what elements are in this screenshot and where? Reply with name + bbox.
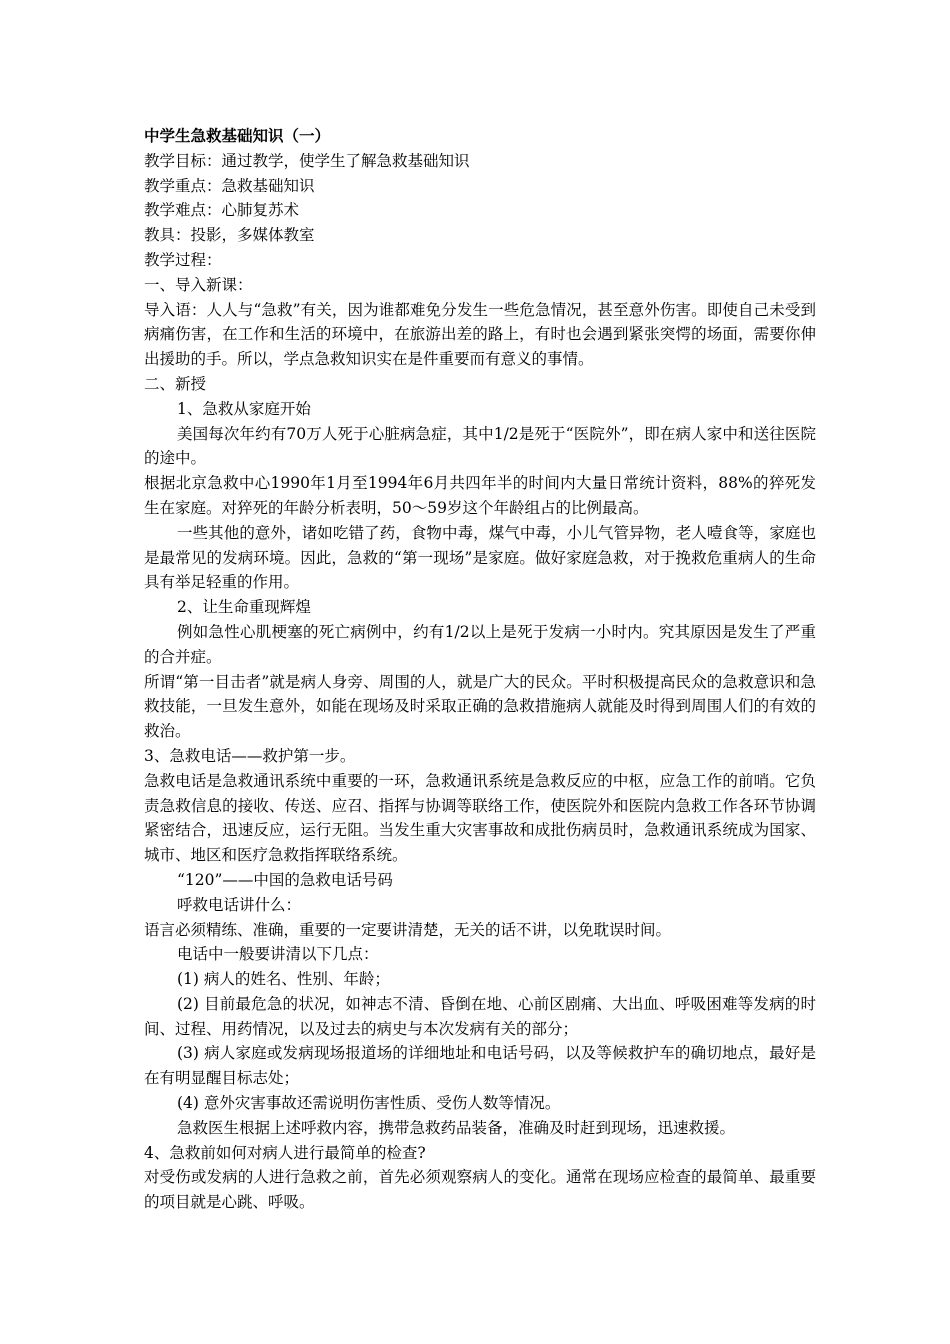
teaching-focus: 教学重点：急救基础知识 <box>144 176 315 195</box>
teaching-tools: 教具：投影，多媒体教室 <box>144 226 315 245</box>
subsection-1-heading: 1、急救从家庭开始 <box>177 399 311 418</box>
call-language-note: 语言必须精练、准确，重要的一定要讲清楚，无关的话不讲，以免耽误时间。 <box>144 920 672 939</box>
document-page <box>144 124 816 1215</box>
teaching-goal: 教学目标：通过教学，使学生了解急救基础知识 <box>144 151 470 170</box>
subsection-2-paragraph-2: 所谓“第一目击者”就是病人身旁、周围的人，就是广大的民众。平时积极提高民众的急救意识和急救技能，一旦发生意外，如能在现场及时采取正确的急救措施病人就能及时得到周围人们的有效的救治。 <box>144 672 816 741</box>
subsection-2-heading: 2、让生命重现辉煌 <box>177 598 311 617</box>
subsection-1-paragraph-1: 美国每次年约有70万人死于心脏病急症，其中1/2是死于“医院外”，即在病人家中和送往医院的途中。 <box>144 424 816 468</box>
subsection-3-paragraph-1: 急救电话是急救通讯系统中重要的一环，急救通讯系统是急救反应的中枢，应急工作的前哨。它负责急救信息的接收、传送、应召、指挥与协调等联络工作，使医院外和医院内急救工作各环节协调紧密结合，迅速反应，运行无阻。当发生重大灾害事故和成批伤病员时，急救通讯系统成为国家、城市、地区和医疗急救指挥联络系统。 <box>144 771 816 865</box>
emergency-hotline: “120”——中国的急救电话号码 <box>177 870 393 889</box>
call-point-3: (3) 病人家庭或发病现场报道场的详细地址和电话号码，以及等候救护车的确切地点，最好是在有明显醒目标志处； <box>144 1044 816 1088</box>
section-1-intro: 导入语：人人与“急救”有关，因为谁都难免分发生一些危急情况，甚至意外伤害。即使自己未受到病痛伤害，在工作和生活的环境中，在旅游出差的路上，有时也会遇到紧张突愕的场面，需要你伸出援助的手。所以，学点急救知识实在是件重要而有意义的事情。 <box>144 300 816 369</box>
call-closing: 急救医生根据上述呼救内容，携带急救药品装备，准确及时赶到现场，迅速救援。 <box>177 1118 736 1137</box>
teaching-process: 教学过程： <box>144 250 222 269</box>
subsection-2-paragraph-1: 例如急性心肌梗塞的死亡病例中，约有1/2以上是死于发病一小时内。究其原因是发生了严重的合并症。 <box>144 622 816 666</box>
call-points-intro: 电话中一般要讲清以下几点： <box>177 945 379 964</box>
teaching-difficulty: 教学难点：心肺复苏术 <box>144 201 300 220</box>
subsection-1-paragraph-2: 根据北京急救中心1990年1月至1994年6月共四年半的时间内大量日常统计资料，88%的猝死发生在家庭。对猝死的年龄分析表明，50～59岁这个年龄组占的比例最高。 <box>144 474 816 517</box>
section-2-heading: 二、新授 <box>144 374 207 393</box>
subsection-4-paragraph-1: 对受伤或发病的人进行急救之前，首先必须观察病人的变化。通常在现场应检查的最简单、最重要的项目就是心跳、呼吸。 <box>144 1168 816 1212</box>
call-point-1: (1) 病人的姓名、性别、年龄； <box>177 970 390 989</box>
call-content-heading: 呼救电话讲什么： <box>177 895 302 914</box>
subsection-4-heading: 4、急救前如何对病人进行最简单的检查? <box>144 1143 426 1162</box>
subsection-3-heading: 3、急救电话——救护第一步。 <box>144 746 356 765</box>
section-1-heading: 一、导入新课： <box>144 275 253 294</box>
document-title: 中学生急救基础知识（一） <box>144 127 331 145</box>
call-point-2: (2) 目前最危急的状况，如神志不清、昏倒在地、心前区剧痛、大出血、呼吸困难等发病的时间、过程、用药情况，以及过去的病史与本次发病有关的部分； <box>144 994 816 1038</box>
subsection-1-paragraph-3: 一些其他的意外，诸如吃错了药，食物中毒，煤气中毒，小儿气管异物，老人噎食等，家庭也是最常见的发病环境。因此，急救的“第一现场”是家庭。做好家庭急救，对于挽救危重病人的生命具有举足轻重的作用。 <box>144 523 816 592</box>
call-point-4: (4) 意外灾害事故还需说明伤害性质、受伤人数等情况。 <box>177 1094 561 1113</box>
